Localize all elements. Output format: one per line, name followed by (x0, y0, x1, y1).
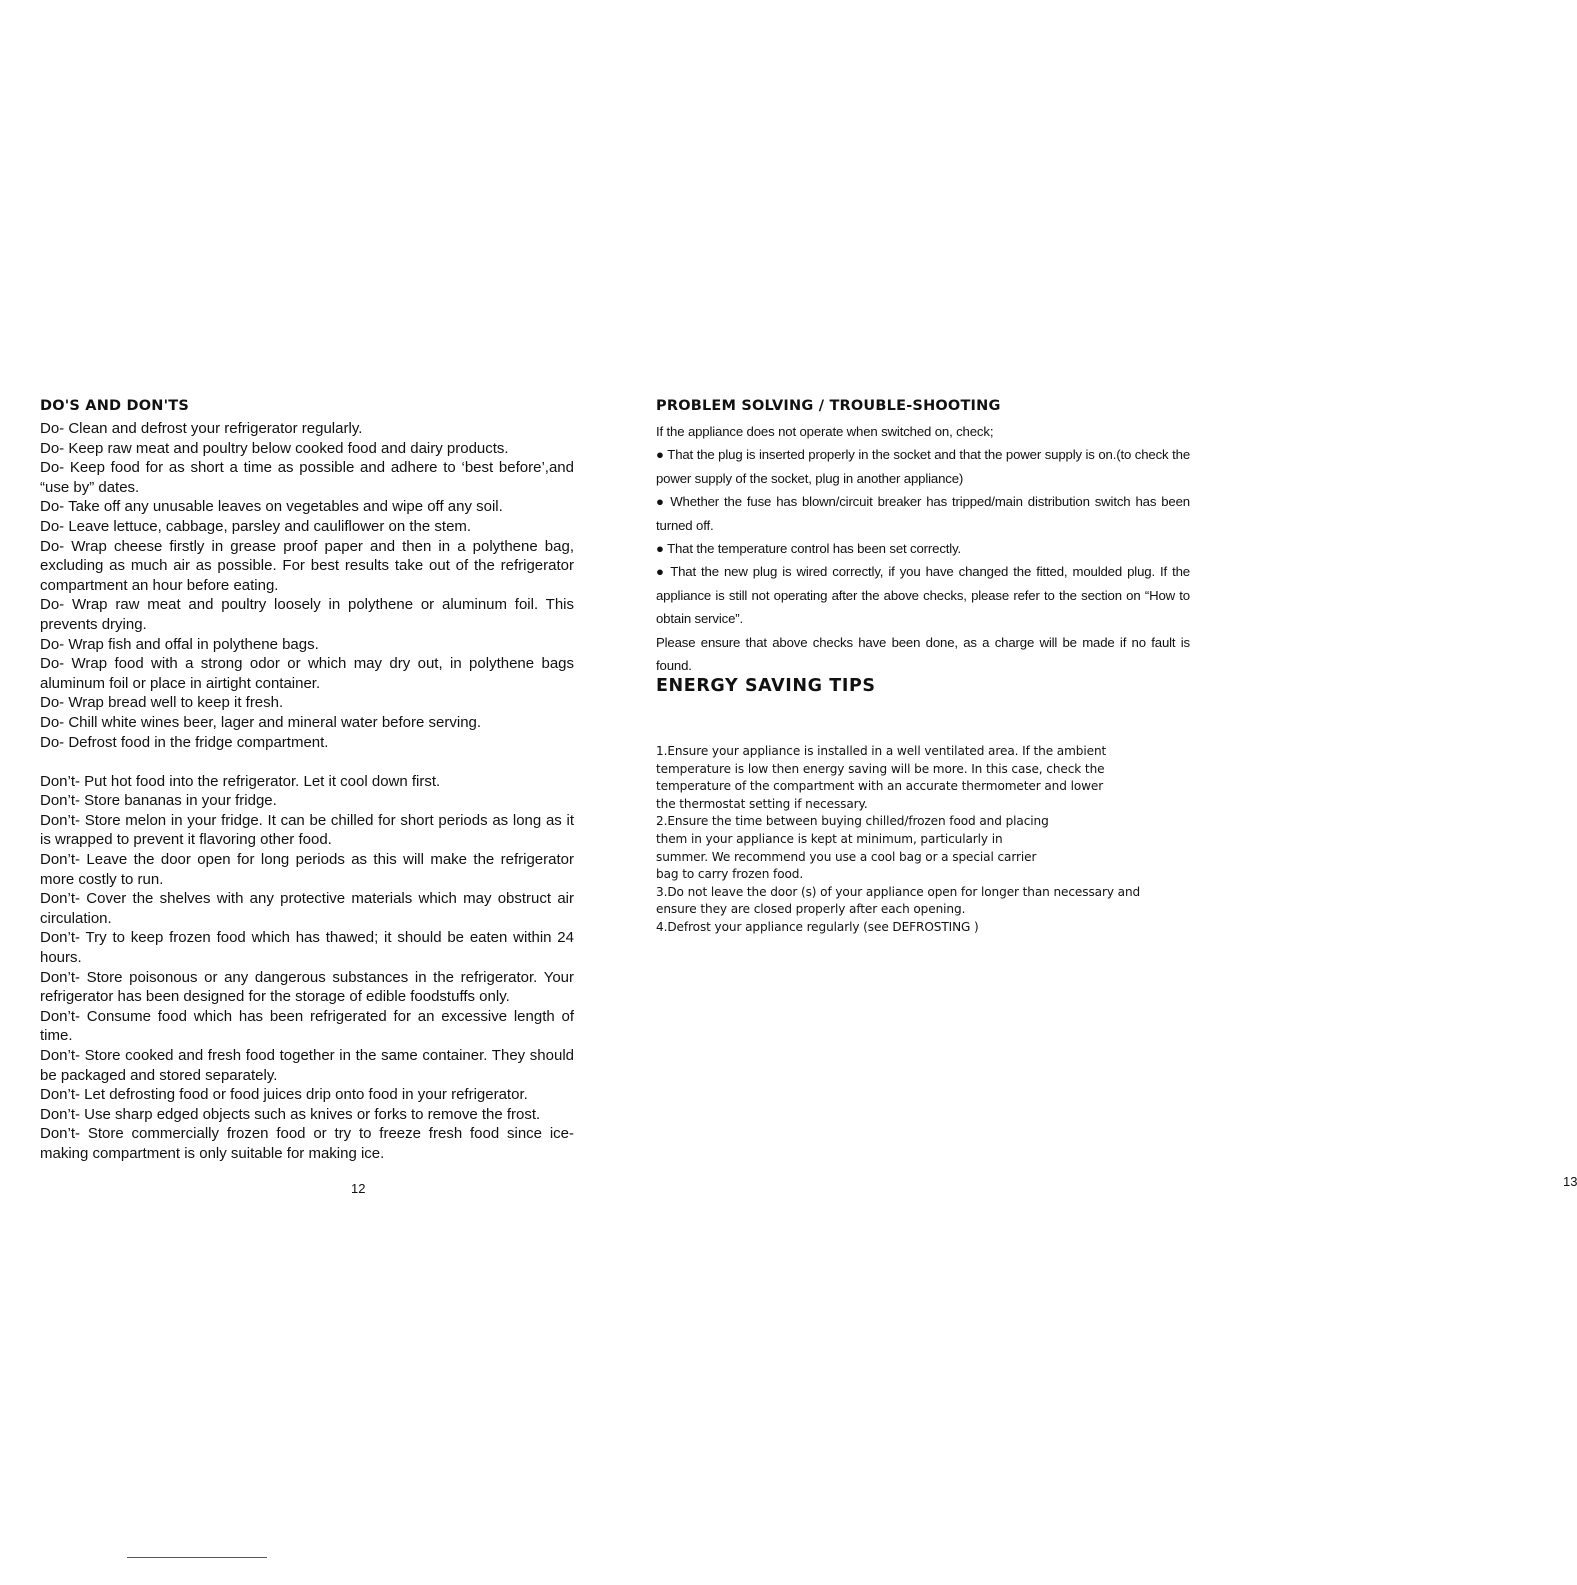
problem-solving-body (656, 420, 1190, 677)
energy-line: them in your appliance is kept at minimum, particularly in (656, 831, 1003, 846)
energy-line: 1.Ensure your appliance is installed in a well ventilated area. If the ambient (656, 744, 1107, 758)
energy-line: 4.Defrost your appliance regularly (see DEFROSTING ) (656, 919, 979, 934)
dont-item: Don’t- Store melon in your fridge. It can be chilled for short periods as long as it is wrapped to prevent it flavoring other food. (40, 811, 574, 849)
do-item: Do- Clean and defrost your refrigerator regularly. (40, 420, 363, 437)
energy-line: the thermostat setting if necessary. (656, 796, 868, 811)
do-item: Do- Keep raw meat and poultry below cooked food and dairy products. (40, 439, 509, 457)
do-item: Do- Keep food for as short a time as possible and adhere to ‘best before’,and “use by” dates. (40, 459, 574, 496)
energy-saving-body (656, 743, 1190, 937)
page-number: 13 (1563, 1174, 1577, 1189)
problem-solving-heading: PROBLEM SOLVING / TROUBLE-SHOOTING (656, 398, 1001, 414)
do-item: Do- Leave lettuce, cabbage, parsley and cauliflower on the stem. (40, 517, 472, 535)
bottom-divider (127, 1557, 267, 1558)
energy-line: temperature of the compartment with an accurate thermometer and lower (656, 779, 1104, 794)
section-spacer (40, 752, 574, 772)
energy-line: summer. We recommend you use a cool bag or a special carrier (656, 849, 1037, 864)
problem-intro: If the appliance does not operate when switched on, check; (656, 424, 994, 439)
do-item: Do- Wrap food with a strong odor or which may dry out, in polythene bags aluminum foil or place in airtight container. (40, 655, 574, 692)
dont-item: Don’t- Put hot food into the refrigerator. Let it cool down first. (40, 772, 441, 790)
dont-item: Don’t- Store cooked and fresh food together in the same container. They should be packaged and stored separately. (40, 1047, 574, 1084)
do-item: Do- Wrap fish and offal in polythene bags. (40, 635, 319, 653)
energy-line: ensure they are closed properly after each opening. (656, 902, 966, 917)
dont-item: Don’t- Store commercially frozen food or try to freeze fresh food since ice-making compartment is only suitable for making ice. (40, 1125, 574, 1162)
page-number: 12 (351, 1181, 366, 1196)
problem-note: Please ensure that above checks have been done, as a charge will be made if no fault is found. (656, 634, 1190, 674)
energy-line: temperature is low then energy saving will be more. In this case, check the (656, 761, 1105, 776)
problem-check-item: ● That the new plug is wired correctly, if you have changed the fitted, moulded plug. If the appliance is still not operating after the above checks, please refer to the section on “How to obtain service”. (656, 564, 1190, 627)
problem-check-item: ● Whether the fuse has blown/circuit breaker has tripped/main distribution switch has been turned off. (656, 494, 1190, 533)
energy-saving-heading: ENERGY SAVING TIPS (656, 676, 876, 696)
dont-item: Don’t- Store bananas in your fridge. (40, 792, 277, 810)
problem-check-item: ● That the temperature control has been set correctly. (656, 541, 962, 557)
dont-item: Don’t- Use sharp edged objects such as knives or forks to remove the frost. (40, 1105, 541, 1123)
do-item: Do- Defrost food in the fridge compartment. (40, 733, 329, 751)
dont-item: Don’t- Let defrosting food or food juices drip onto food in your refrigerator. (40, 1086, 528, 1104)
energy-line: 3.Do not leave the door (s) of your appliance open for longer than necessary and (656, 884, 1141, 899)
do-item: Do- Chill white wines beer, lager and mineral water before serving. (40, 713, 482, 731)
dos-and-donts-heading: DO'S AND DON'TS (40, 398, 190, 414)
energy-line: bag to carry frozen food. (656, 867, 804, 882)
dos-and-donts-body (40, 419, 574, 1164)
energy-line: 2.Ensure the time between buying chilled/frozen food and placing (656, 814, 1049, 829)
dont-item: Don’t- Try to keep frozen food which has thawed; it should be eaten within 24 hours. (40, 929, 574, 967)
dont-item: Don’t- Cover the shelves with any protective materials which may obstruct air circulation. (40, 890, 574, 927)
dont-item: Don’t- Leave the door open for long periods as this will make the refrigerator more costly to run. (40, 851, 574, 888)
do-item: Do- Take off any unusable leaves on vegetables and wipe off any soil. (40, 498, 503, 516)
do-item: Do- Wrap cheese firstly in grease proof paper and then in a polythene bag, excluding as much air as possible. For best results take out of the refrigerator compartment an hour before eating. (40, 537, 574, 594)
do-item: Do- Wrap bread well to keep it fresh. (40, 694, 284, 712)
dont-item: Don’t- Consume food which has been refrigerated for an excessive length of time. (40, 1007, 574, 1045)
dont-item: Don’t- Store poisonous or any dangerous substances in the refrigerator. Your refrigerator has been designed for the storage of edible foodstuffs only. (40, 968, 574, 1006)
do-item: Do- Wrap raw meat and poultry loosely in polythene or aluminum foil. This prevents drying. (40, 596, 574, 633)
problem-check-item: ● That the plug is inserted properly in the socket and that the power supply is on.(to check the power supply of the socket, plug in another appliance) (656, 447, 1190, 486)
